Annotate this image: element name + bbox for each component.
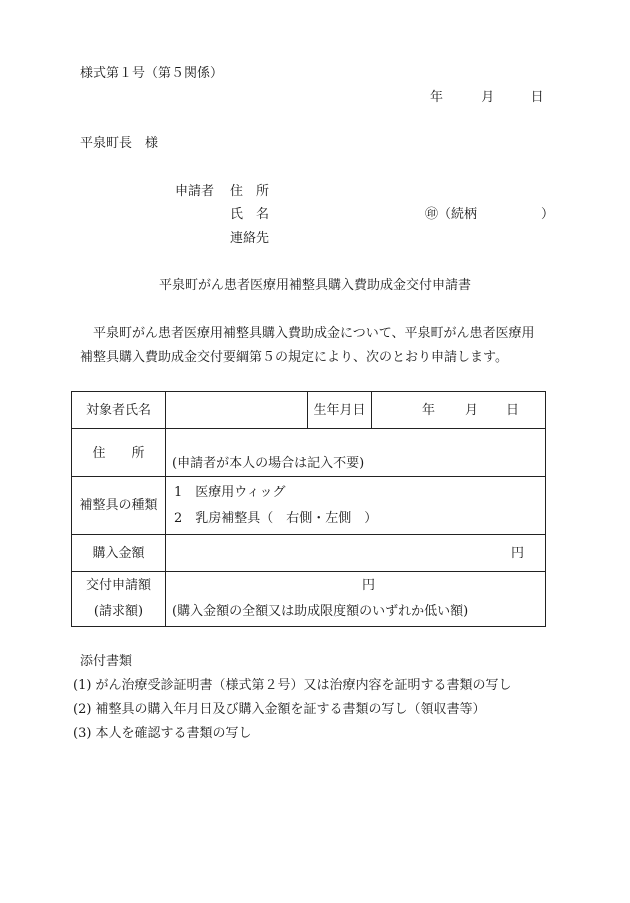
seal-close: ） [541,207,555,222]
application-table [71,391,546,627]
request-note: (購入金額の全額又は助成限度額のいずれか低い額) [172,604,469,619]
birthdate-label: 生年月日 [308,392,372,429]
purchase-yen: 円 [510,545,524,561]
device-type-label: 補整具の種類 [72,477,166,535]
purchase-amount-label: 購入金額 [72,535,166,572]
date-month: 月 [481,90,495,105]
table-row-subject [72,392,546,429]
form-number: 様式第１号（第５関係） [80,66,224,81]
birth-month: 月 [465,402,479,418]
seal-relationship [425,208,554,221]
applicant-contact-label: 連絡先 [230,231,270,246]
table-row-purchase [72,535,546,572]
seal-mark: ㊞（続柄 [425,207,478,222]
birthdate-cell[interactable] [372,392,546,429]
attachment-item-2: (2) 補整具の購入年月日及び購入金額を証する書類の写し（領収書等） [73,702,486,717]
device-option-breast[interactable]: 2 乳房補整具（ 右側・左側 ） [174,510,378,526]
attachment-item-1: (1) がん治療受診証明書（様式第２号）又は治療内容を証明する書類の写し [73,678,512,693]
body-paragraph [80,322,550,370]
request-amount-label-cell [72,572,166,627]
body-line-1: 平泉町がん患者医療用補整具購入費助成金について、平泉町がん患者医療用 [93,326,535,341]
addressee: 平泉町長 様 [80,136,159,151]
date-year: 年 [430,90,444,105]
request-amount-cell[interactable] [166,572,546,627]
address-label: 住 所 [72,429,166,477]
address-note: (申請者が本人の場合は記入不要) [172,456,365,471]
subject-name-cell[interactable] [166,392,308,429]
address-cell[interactable] [166,429,546,477]
table-row-address [72,429,546,477]
device-option-wig[interactable]: 1 医療用ウィッグ [174,484,286,500]
applicant-address-label: 住 所 [230,184,270,199]
subject-name-label: 対象者氏名 [72,392,166,429]
birth-year: 年 [422,402,436,418]
body-line-2: 補整具購入費助成金交付要綱第５の規定により、次のとおり申請します。 [80,350,508,365]
attachment-item-3: (3) 本人を確認する書類の写し [73,726,252,741]
date-day: 日 [530,90,544,105]
device-type-cell [166,477,546,535]
table-row-request [72,572,546,627]
request-amount-label: 交付申請額 [85,578,151,593]
applicant-label: 申請者 [175,184,215,199]
table-row-device [72,477,546,535]
request-amount-sub: (請求額) [93,604,144,619]
attachments-heading: 添付書類 [80,654,133,669]
request-yen: 円 [362,578,376,593]
document-title: 平泉町がん患者医療用補整具購入費助成金交付申請書 [158,278,471,293]
birth-day: 日 [506,402,520,418]
application-date [430,91,544,104]
purchase-amount-cell[interactable] [166,535,546,572]
applicant-name-label: 氏 名 [230,207,270,222]
